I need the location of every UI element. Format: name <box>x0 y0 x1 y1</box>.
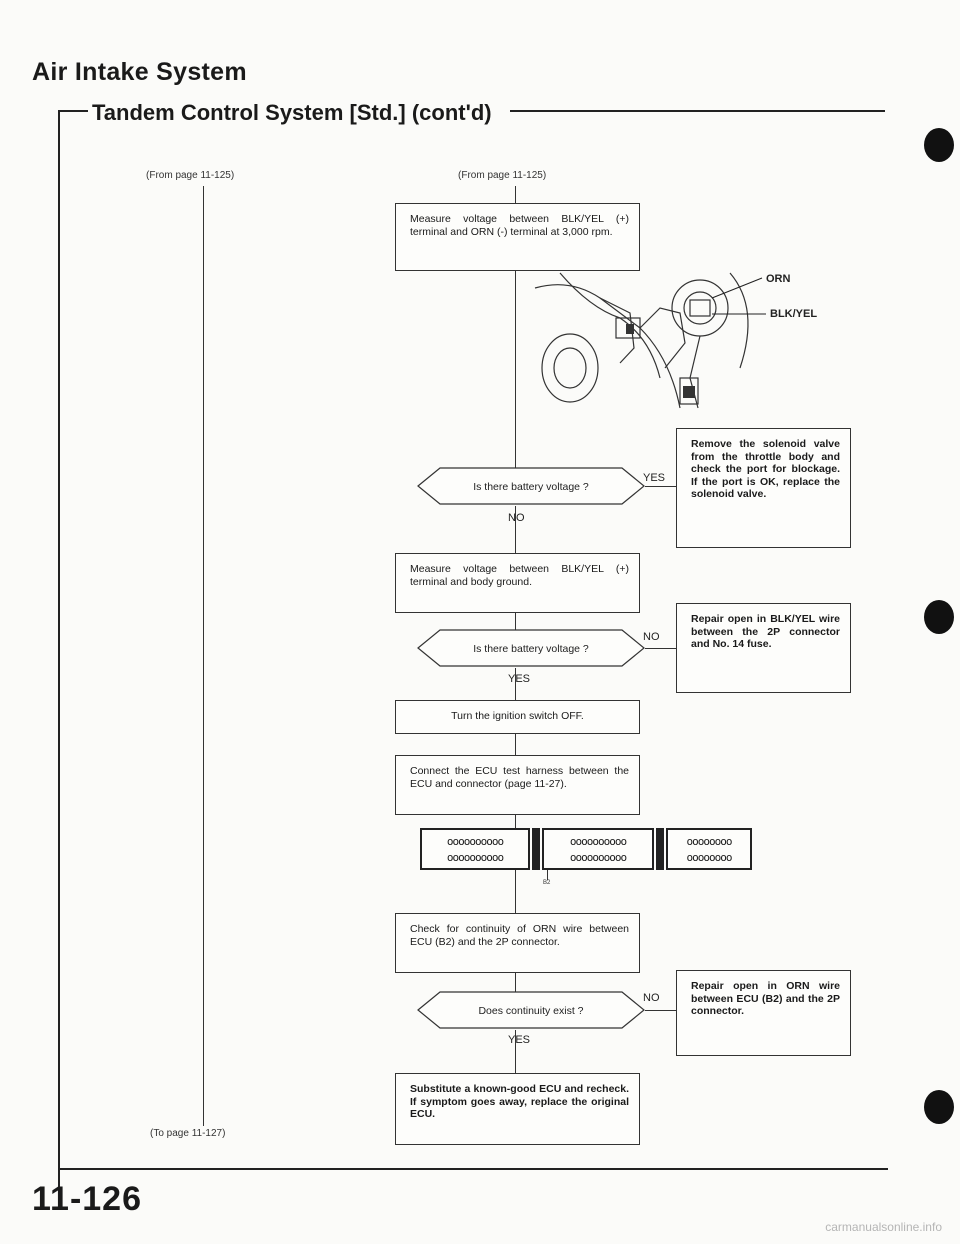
pin-label-b2: B2 <box>543 880 551 886</box>
answer-no: NO <box>508 512 525 524</box>
flow-connector <box>645 648 677 649</box>
answer-yes: YES <box>643 472 666 484</box>
step-connect-ecu: Connect the ECU test harness between the ECU and connector (page 11-27). <box>395 755 640 815</box>
margin-dot-2 <box>924 600 954 634</box>
step-remove-solenoid: Remove the solenoid valve from the throttle body and check the port for blockage. If the port is OK, replace the solenoid valve. <box>676 428 851 548</box>
from-page-ref-left: (From page 11-125) <box>146 170 235 181</box>
step-check-continuity: Check for continuity of ORN wire between ECU (B2) and the 2P connector. <box>395 913 640 973</box>
answer-no: NO <box>643 992 660 1004</box>
flow-connector <box>515 870 516 914</box>
connector-row: oooooooooo <box>569 835 627 848</box>
step-ignition-off: Turn the ignition switch OFF. <box>395 700 640 734</box>
connector-row: oooooooooo <box>446 851 504 864</box>
step-repair-blkyel: Repair open in BLK/YEL wire between the 2P connector and No. 14 fuse. <box>676 603 851 693</box>
answer-no: NO <box>643 631 660 643</box>
flow-connector <box>515 271 516 476</box>
flow-connector <box>515 815 516 829</box>
connector-row: oooooooo <box>686 835 732 848</box>
subsection-rule-right <box>510 110 885 112</box>
flow-connector <box>515 734 516 756</box>
ecu-connector-a <box>420 828 530 870</box>
step-measure-ground: Measure voltage between BLK/YEL (+) terminal and body ground. <box>395 553 640 613</box>
ecu-connector-c <box>666 828 752 870</box>
flow-connector <box>645 1010 677 1011</box>
step-measure-orn: Measure voltage between BLK/YEL (+) terminal and ORN (-) terminal at 3,000 rpm. <box>395 203 640 271</box>
ecu-connector-b <box>542 828 654 870</box>
wire-label-blkyel: BLK/YEL <box>770 308 818 320</box>
wire-label-orn: ORN <box>766 273 791 285</box>
subsection-title: Tandem Control System [Std.] (cont'd) <box>92 100 492 125</box>
margin-dot-3 <box>924 1090 954 1124</box>
pin-lead <box>547 870 548 880</box>
connector-row: oooooooooo <box>446 835 504 848</box>
decision-battery-voltage-1-text: Is there battery voltage ? <box>473 481 589 493</box>
step-substitute-ecu: Substitute a known-good ECU and recheck. If symptom goes away, replace the original ECU. <box>395 1073 640 1145</box>
connector-row: oooooooooo <box>569 851 627 864</box>
section-title: Air Intake System <box>32 58 247 86</box>
page-number: 11-126 <box>32 1180 142 1218</box>
decision-continuity-text: Does continuity exist ? <box>478 1005 584 1017</box>
answer-yes: YES <box>508 673 531 685</box>
subsection-rule-left <box>58 110 88 112</box>
left-flow-line <box>203 186 204 1126</box>
answer-yes: YES <box>508 1034 531 1046</box>
flow-connector <box>645 486 677 487</box>
margin-dot-1 <box>924 128 954 162</box>
flow-connector <box>515 186 516 204</box>
throttle-body-illustration <box>530 268 850 428</box>
connector-divider <box>656 828 664 870</box>
to-page-ref: (To page 11-127) <box>150 1128 226 1139</box>
connector-row: oooooooo <box>686 851 732 864</box>
from-page-ref-center: (From page 11-125) <box>458 170 547 181</box>
step-repair-orn: Repair open in ORN wire between ECU (B2) and the 2P connector. <box>676 970 851 1056</box>
watermark: carmanualsonline.info <box>825 1220 942 1234</box>
footer-rule <box>58 1168 888 1170</box>
page-margin-rule <box>58 110 60 1200</box>
connector-divider <box>532 828 540 870</box>
decision-battery-voltage-2-text: Is there battery voltage ? <box>473 643 589 655</box>
